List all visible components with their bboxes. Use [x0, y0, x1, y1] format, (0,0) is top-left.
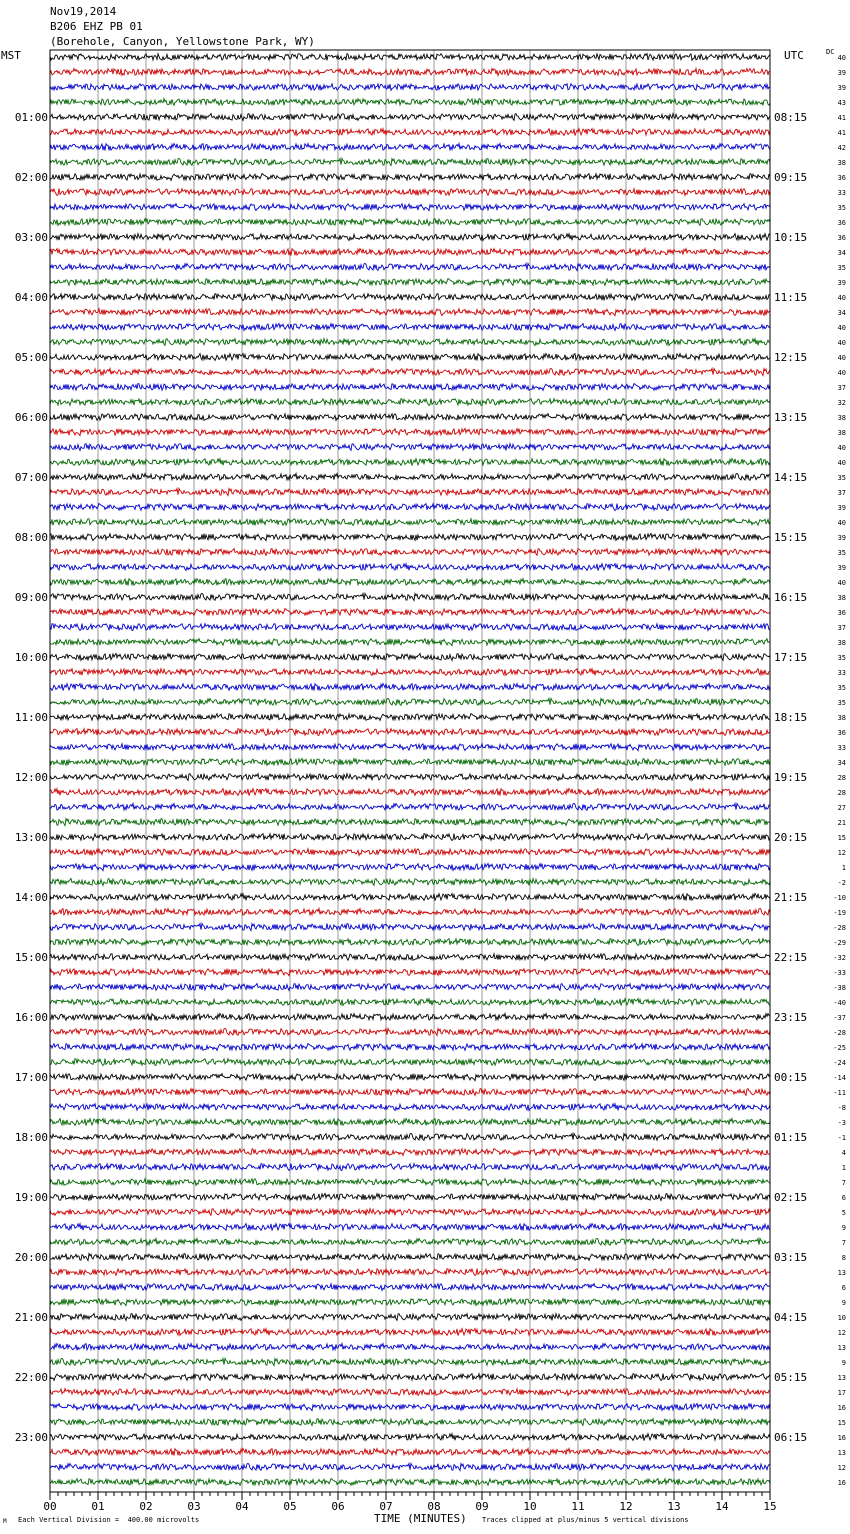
seismic-trace — [50, 1329, 770, 1336]
station-code: B206 EHZ PB 01 — [50, 20, 143, 33]
dc-offset-label: 16 — [837, 1434, 846, 1442]
dc-offset-label: 33 — [837, 669, 846, 677]
seismic-trace — [50, 624, 770, 631]
dc-offset-label: 40 — [837, 54, 846, 62]
dc-offset-label: 38 — [837, 429, 846, 437]
seismic-trace — [50, 1449, 770, 1456]
dc-offset-label: 6 — [841, 1284, 846, 1292]
mst-hour-label: 03:00 — [14, 231, 48, 244]
dc-offset-label: 27 — [837, 804, 846, 812]
seismic-trace — [50, 324, 770, 331]
x-tick-label: 12 — [619, 1500, 633, 1513]
seismic-trace — [50, 504, 770, 511]
dc-offset-label: -40 — [833, 999, 846, 1007]
seismic-trace — [50, 609, 770, 616]
utc-hour-label: 02:15 — [774, 1191, 808, 1204]
dc-offset-label: 43 — [837, 99, 846, 107]
mst-hour-label: 05:00 — [14, 351, 48, 364]
dc-offset-label: 38 — [837, 714, 846, 722]
dc-offset-label: 17 — [837, 1389, 846, 1397]
seismic-trace — [50, 1269, 770, 1276]
dc-offset-label: 36 — [837, 234, 846, 242]
dc-offset-label: 15 — [837, 1419, 846, 1427]
seismic-trace — [50, 1044, 770, 1051]
dc-offset-label: -24 — [833, 1059, 846, 1067]
seismic-trace — [50, 729, 770, 736]
dc-offset-label: 9 — [841, 1224, 846, 1232]
seismic-trace — [50, 1179, 770, 1186]
dc-offset-label: 34 — [837, 759, 846, 767]
mst-hour-label: 20:00 — [14, 1251, 48, 1264]
utc-hour-label: 21:15 — [774, 891, 808, 904]
utc-hour-label: 19:15 — [774, 771, 808, 784]
utc-hour-label: 12:15 — [774, 351, 808, 364]
dc-offset-label: 36 — [837, 609, 846, 617]
seismic-trace — [50, 564, 770, 571]
seismic-trace — [50, 249, 770, 256]
dc-offset-label: 7 — [841, 1239, 846, 1247]
dc-offset-label: 16 — [837, 1479, 846, 1487]
dc-offset-label: 32 — [837, 399, 846, 407]
seismic-trace — [50, 263, 770, 270]
seismic-trace — [50, 1149, 770, 1156]
dc-offset-label: 39 — [837, 504, 846, 512]
dc-offset-label: 39 — [837, 84, 846, 92]
dc-offset-label: 35 — [837, 204, 846, 212]
mst-hour-label: 01:00 — [14, 111, 48, 124]
seismic-trace — [50, 1133, 770, 1140]
utc-hour-label: 17:15 — [774, 651, 808, 664]
utc-hour-label: 08:15 — [774, 111, 808, 124]
seismic-trace — [50, 174, 770, 181]
dc-offset-label: 7 — [841, 1179, 846, 1187]
dc-offset-label: -38 — [833, 984, 846, 992]
dc-offset-label: -3 — [837, 1119, 846, 1127]
left-timezone-label: MST — [1, 49, 21, 62]
dc-offset-label: 37 — [837, 624, 846, 632]
x-tick-label: 04 — [235, 1500, 249, 1513]
seismic-trace — [50, 534, 770, 541]
dc-offset-label: -14 — [833, 1074, 846, 1082]
utc-hour-label: 15:15 — [774, 531, 808, 544]
dc-offset-label: -2 — [837, 879, 846, 887]
axis-labels — [15, 54, 846, 1513]
seismic-trace — [50, 158, 770, 165]
seismic-trace — [50, 444, 770, 451]
mst-hour-label: 11:00 — [14, 711, 48, 724]
dc-offset-label: 40 — [837, 444, 846, 452]
mst-hour-label: 04:00 — [14, 291, 48, 304]
seismic-trace — [50, 1404, 770, 1411]
dc-offset-label: -37 — [833, 1014, 846, 1022]
seismic-trace — [50, 684, 770, 691]
mst-hour-label: 19:00 — [14, 1191, 48, 1204]
x-tick-label: 15 — [763, 1500, 777, 1513]
seismic-trace — [50, 1299, 770, 1306]
mst-hour-label: 16:00 — [14, 1011, 48, 1024]
seismic-trace — [50, 399, 770, 406]
seismic-trace — [50, 1254, 770, 1261]
dc-offset-label: 38 — [837, 594, 846, 602]
right-timezone-label: UTC — [784, 49, 804, 62]
utc-hour-label: 00:15 — [774, 1071, 808, 1084]
dc-offset-label: 36 — [837, 219, 846, 227]
seismic-trace — [50, 984, 770, 991]
seismic-trace — [50, 1104, 770, 1111]
seismic-trace — [50, 54, 770, 61]
seismic-trace — [50, 294, 770, 301]
seismic-trace — [50, 834, 770, 841]
dc-offset-label: 35 — [837, 684, 846, 692]
dc-offset-label: 12 — [837, 849, 846, 857]
dc-offset-label: 28 — [837, 789, 846, 797]
dc-offset-label: 41 — [837, 114, 846, 122]
seismic-trace — [50, 459, 770, 466]
dc-offset-label: -33 — [833, 969, 846, 977]
seismic-trace — [50, 1074, 770, 1081]
seismic-trace — [50, 519, 770, 526]
dc-offset-label: -11 — [833, 1089, 846, 1097]
dc-offset-label: 38 — [837, 159, 846, 167]
mst-hour-label: 14:00 — [14, 891, 48, 904]
dc-offset-label: 35 — [837, 654, 846, 662]
dc-offset-label: 38 — [837, 639, 846, 647]
mst-hour-label: 06:00 — [14, 411, 48, 424]
dc-offset-label: 8 — [841, 1254, 846, 1262]
mst-hour-label: 02:00 — [14, 171, 48, 184]
seismic-trace — [50, 774, 770, 781]
dc-offset-label: 41 — [837, 129, 846, 137]
dc-offset-label: 39 — [837, 69, 846, 77]
seismic-trace — [50, 144, 770, 151]
dc-offset-label: 39 — [837, 279, 846, 287]
dc-offset-label: 40 — [837, 579, 846, 587]
seismic-trace — [50, 954, 770, 961]
dc-offset-label: -19 — [833, 909, 846, 917]
x-tick-label: 00 — [43, 1500, 57, 1513]
dc-offset-label: 10 — [837, 1314, 846, 1322]
seismic-trace — [50, 1374, 770, 1381]
utc-hour-label: 11:15 — [774, 291, 808, 304]
seismic-trace — [50, 939, 770, 946]
dc-offset-label: 36 — [837, 729, 846, 737]
seismic-trace — [50, 999, 770, 1006]
dc-offset-label: -10 — [833, 894, 846, 902]
dc-offset-label: 12 — [837, 1329, 846, 1337]
seismic-trace — [50, 219, 770, 226]
dc-offset-label: -28 — [833, 1029, 846, 1037]
seismic-trace — [50, 1314, 770, 1321]
seismic-trace — [50, 759, 770, 766]
corner-mark: M — [3, 1518, 7, 1525]
dc-offset-label: 40 — [837, 459, 846, 467]
dc-offset-label: 39 — [837, 534, 846, 542]
utc-hour-label: 20:15 — [774, 831, 808, 844]
dc-offset-label: 13 — [837, 1374, 846, 1382]
seismic-trace — [50, 1358, 770, 1365]
dc-offset-label: 9 — [841, 1359, 846, 1367]
scale-note: Each Vertical Division = 400.00 microvolts — [18, 1516, 200, 1524]
clip-note: Traces clipped at plus/minus 5 vertical divisions — [482, 1516, 689, 1524]
dc-offset-label: 13 — [837, 1344, 846, 1352]
dc-offset-label: -8 — [837, 1104, 846, 1112]
dc-offset-label: 36 — [837, 174, 846, 182]
seismic-trace — [50, 1224, 770, 1231]
seismic-trace — [50, 819, 770, 826]
dc-offset-label: 37 — [837, 489, 846, 497]
x-tick-label: 06 — [331, 1500, 345, 1513]
seismic-trace — [50, 1434, 770, 1441]
mst-hour-label: 22:00 — [14, 1371, 48, 1384]
seismic-trace — [50, 84, 770, 91]
utc-hour-label: 22:15 — [774, 951, 808, 964]
dc-offset-label: 40 — [837, 369, 846, 377]
seismic-trace — [50, 924, 770, 931]
seismic-trace — [50, 309, 770, 316]
dc-offset-label: 40 — [837, 324, 846, 332]
seismic-trace — [50, 204, 770, 211]
mst-hour-label: 21:00 — [14, 1311, 48, 1324]
mst-hour-label: 15:00 — [14, 951, 48, 964]
seismic-trace — [50, 354, 770, 361]
seismic-trace — [50, 593, 770, 600]
dc-offset-label: 35 — [837, 699, 846, 707]
seismic-trace — [50, 879, 770, 886]
dc-offset-label: 35 — [837, 264, 846, 272]
dc-offset-label: -28 — [833, 924, 846, 932]
dc-offset-label: 38 — [837, 414, 846, 422]
dc-offset-label: 39 — [837, 564, 846, 572]
dc-offset-label: 1 — [841, 864, 846, 872]
dc-offset-label: 34 — [837, 249, 846, 257]
dc-offset-label: 1 — [841, 1164, 846, 1172]
dc-offset-label: 42 — [837, 144, 846, 152]
seismic-trace — [50, 864, 770, 871]
dc-offset-label: 13 — [837, 1449, 846, 1457]
seismic-trace — [50, 549, 770, 556]
dc-offset-label: 12 — [837, 1464, 846, 1472]
x-tick-label: 03 — [187, 1500, 201, 1513]
seismic-trace — [50, 99, 770, 106]
mst-hour-label: 18:00 — [14, 1131, 48, 1144]
station-location: (Borehole, Canyon, Yellowstone Park, WY) — [50, 35, 315, 48]
seismic-trace — [50, 1194, 770, 1201]
mst-hour-label: 10:00 — [14, 651, 48, 664]
seismic-trace — [50, 579, 770, 586]
seismic-trace — [50, 698, 770, 705]
dc-offset-label: 4 — [841, 1149, 846, 1157]
x-tick-label: 05 — [283, 1500, 297, 1513]
seismic-trace — [50, 714, 770, 721]
seismic-trace — [50, 639, 770, 646]
utc-hour-label: 23:15 — [774, 1011, 808, 1024]
seismic-trace — [50, 114, 770, 121]
dc-offset-label: 40 — [837, 339, 846, 347]
seismic-trace — [50, 1059, 770, 1066]
seismic-trace — [50, 129, 770, 136]
x-tick-label: 13 — [667, 1500, 681, 1513]
utc-hour-label: 13:15 — [774, 411, 808, 424]
dc-offset-label: 9 — [841, 1299, 846, 1307]
trace-group — [50, 54, 770, 1486]
seismic-trace — [50, 1014, 770, 1021]
dc-offset-label: 28 — [837, 774, 846, 782]
dc-offset-label: 13 — [837, 1269, 846, 1277]
mst-hour-label: 12:00 — [14, 771, 48, 784]
plot-date: Nov19,2014 — [50, 5, 117, 18]
seismic-trace — [50, 414, 770, 421]
dc-offset-label: 15 — [837, 834, 846, 842]
seismic-trace — [50, 429, 770, 436]
utc-hour-label: 18:15 — [774, 711, 808, 724]
seismic-trace — [50, 189, 770, 196]
utc-hour-label: 10:15 — [774, 231, 808, 244]
dc-offset-label: 33 — [837, 744, 846, 752]
seismic-trace — [50, 339, 770, 346]
dc-offset-label: -29 — [833, 939, 846, 947]
seismic-trace — [50, 1238, 770, 1245]
seismic-trace — [50, 1119, 770, 1126]
x-tick-label: 10 — [523, 1500, 537, 1513]
seismic-trace — [50, 279, 770, 286]
dc-offset-header: DC — [826, 48, 835, 56]
seismic-trace — [50, 1344, 770, 1351]
seismic-trace — [50, 849, 770, 856]
seismic-trace — [50, 908, 770, 915]
seismic-trace — [50, 489, 770, 496]
mst-hour-label: 17:00 — [14, 1071, 48, 1084]
x-tick-label: 14 — [715, 1500, 729, 1513]
mst-hour-label: 23:00 — [14, 1431, 48, 1444]
seismic-trace — [50, 384, 770, 391]
seismic-trace — [50, 894, 770, 901]
utc-hour-label: 09:15 — [774, 171, 808, 184]
utc-hour-label: 04:15 — [774, 1311, 808, 1324]
dc-offset-label: 5 — [841, 1209, 846, 1217]
seismic-trace — [50, 789, 770, 796]
dc-offset-label: 33 — [837, 189, 846, 197]
utc-hour-label: 05:15 — [774, 1371, 808, 1384]
seismic-trace — [50, 1164, 770, 1171]
seismic-trace — [50, 1389, 770, 1396]
seismic-trace — [50, 1479, 770, 1486]
dc-offset-label: 21 — [837, 819, 846, 827]
seismic-trace — [50, 368, 770, 375]
dc-offset-label: 34 — [837, 309, 846, 317]
dc-offset-label: 40 — [837, 354, 846, 362]
seismic-trace — [50, 969, 770, 976]
x-tick-label: 02 — [139, 1500, 153, 1513]
utc-hour-label: 01:15 — [774, 1131, 808, 1144]
dc-offset-label: 35 — [837, 474, 846, 482]
x-tick-label: 01 — [91, 1500, 105, 1513]
dc-offset-label: 16 — [837, 1404, 846, 1412]
seismic-trace — [50, 654, 770, 661]
dc-offset-label: 35 — [837, 549, 846, 557]
utc-hour-label: 16:15 — [774, 591, 808, 604]
seismic-trace — [50, 1028, 770, 1035]
seismic-trace — [50, 473, 770, 480]
x-tick-label: 11 — [571, 1500, 585, 1513]
dc-offset-label: 6 — [841, 1194, 846, 1202]
seismic-trace — [50, 1419, 770, 1426]
dc-offset-label: -32 — [833, 954, 846, 962]
utc-hour-label: 06:15 — [774, 1431, 808, 1444]
utc-hour-label: 03:15 — [774, 1251, 808, 1264]
seismic-trace — [50, 1209, 770, 1216]
seismic-trace — [50, 803, 770, 810]
dc-offset-label: 37 — [837, 384, 846, 392]
x-tick-label: 09 — [475, 1500, 489, 1513]
dc-offset-label: 40 — [837, 519, 846, 527]
seismic-trace — [50, 234, 770, 241]
x-axis-title: TIME (MINUTES) — [374, 1512, 467, 1525]
mst-hour-label: 09:00 — [14, 591, 48, 604]
mst-hour-label: 08:00 — [14, 531, 48, 544]
seismic-trace — [50, 1463, 770, 1470]
utc-hour-label: 14:15 — [774, 471, 808, 484]
x-tick-label: 07 — [379, 1500, 393, 1513]
seismic-trace — [50, 669, 770, 676]
seismic-trace — [50, 744, 770, 751]
seismic-trace — [50, 1284, 770, 1291]
mst-hour-label: 13:00 — [14, 831, 48, 844]
dc-offset-label: 40 — [837, 294, 846, 302]
seismic-trace — [50, 1089, 770, 1096]
mst-hour-label: 07:00 — [14, 471, 48, 484]
x-tick-label: 08 — [427, 1500, 441, 1513]
dc-offset-label: -1 — [837, 1134, 846, 1142]
seismic-trace — [50, 69, 770, 76]
dc-offset-label: -25 — [833, 1044, 846, 1052]
